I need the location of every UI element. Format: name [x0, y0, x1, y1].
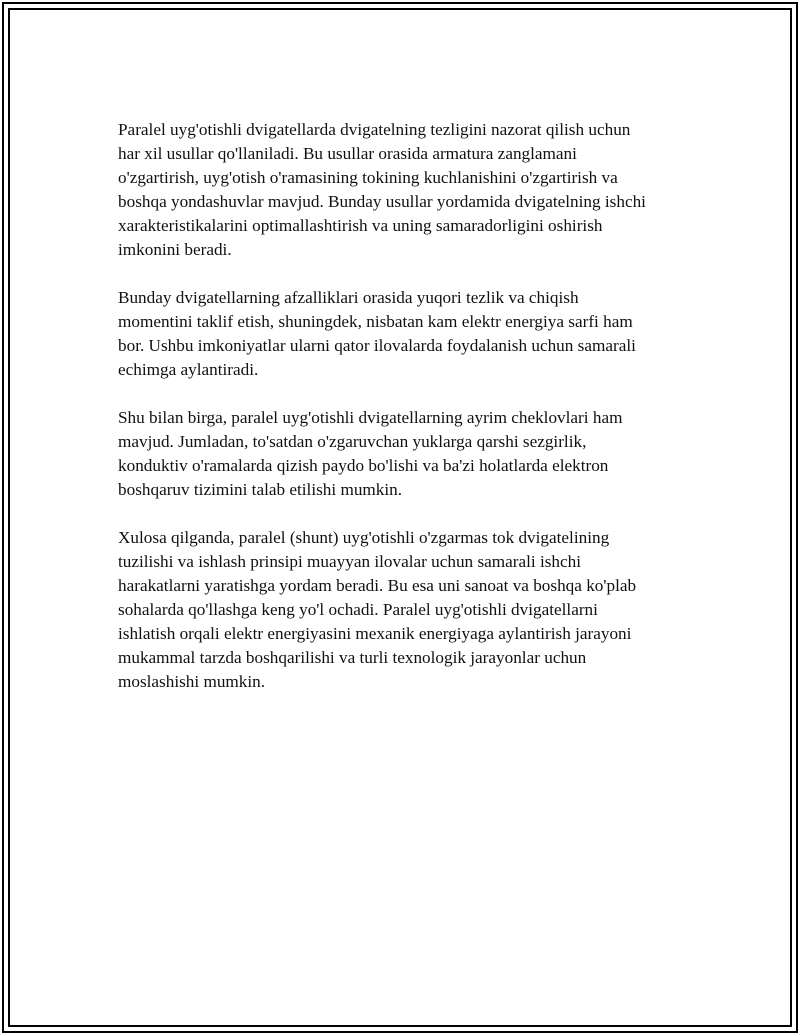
- text-line: har xil usullar qo'llaniladi. Bu usullar orasida armatura zanglamani: [118, 144, 577, 163]
- paragraph-conclusion: [118, 526, 678, 694]
- paragraph-advantages: [118, 286, 678, 382]
- text-line: imkonini beradi.: [118, 240, 232, 259]
- text-line: sohalarda qo'llashga keng yo'l ochadi. Paralel uyg'otishli dvigatellarni: [118, 600, 598, 619]
- text-line: harakatlarni yaratishga yordam beradi. Bu esa uni sanoat va boshqa ko'plab: [118, 576, 637, 595]
- text-line: Paralel uyg'otishli dvigatellarda dvigatelning tezligini nazorat qilish uchun: [118, 120, 631, 139]
- paragraph-limitations: [118, 406, 678, 502]
- text-line: momentini taklif etish, shuningdek, nisbatan kam elektr energiya sarfi ham: [118, 312, 633, 331]
- text-line: echimga aylantiradi.: [118, 360, 259, 379]
- text-line: ishlatish orqali elektr energiyasini mexanik energiyaga aylantirish jarayoni: [118, 624, 632, 643]
- text-line: mavjud. Jumladan, to'satdan o'zgaruvchan yuklarga qarshi sezgirlik,: [118, 432, 587, 451]
- text-line: xarakteristikalarini optimallashtirish va uning samaradorligini oshirish: [118, 216, 603, 235]
- text-line: boshqaruv tizimini talab etilishi mumkin.: [118, 480, 403, 499]
- text-line: tuzilishi va ishlash prinsipi muayyan ilovalar uchun samarali ishchi: [118, 552, 582, 571]
- text-line: bor. Ushbu imkoniyatlar ularni qator ilovalarda foydalanish uchun samarali: [118, 336, 636, 355]
- text-line: konduktiv o'ramalarda qizish paydo bo'lishi va ba'zi holatlarda elektron: [118, 456, 609, 475]
- document-body: [118, 118, 678, 718]
- text-line: mukammal tarzda boshqarilishi va turli texnologik jarayonlar uchun: [118, 648, 587, 667]
- text-line: Bunday dvigatellarning afzalliklari orasida yuqori tezlik va chiqish: [118, 288, 579, 307]
- text-line: Xulosa qilganda, paralel (shunt) uyg'otishli o'zgarmas tok dvigatelining: [118, 528, 610, 547]
- paragraph-speed-control: [118, 118, 678, 262]
- text-line: moslashishi mumkin.: [118, 672, 266, 691]
- text-line: Shu bilan birga, paralel uyg'otishli dvigatellarning ayrim cheklovlari ham: [118, 408, 623, 427]
- text-line: o'zgartirish, uyg'otish o'ramasining tokining kuchlanishini o'zgartirish va: [118, 168, 618, 187]
- text-line: boshqa yondashuvlar mavjud. Bunday usullar yordamida dvigatelning ishchi: [118, 192, 646, 211]
